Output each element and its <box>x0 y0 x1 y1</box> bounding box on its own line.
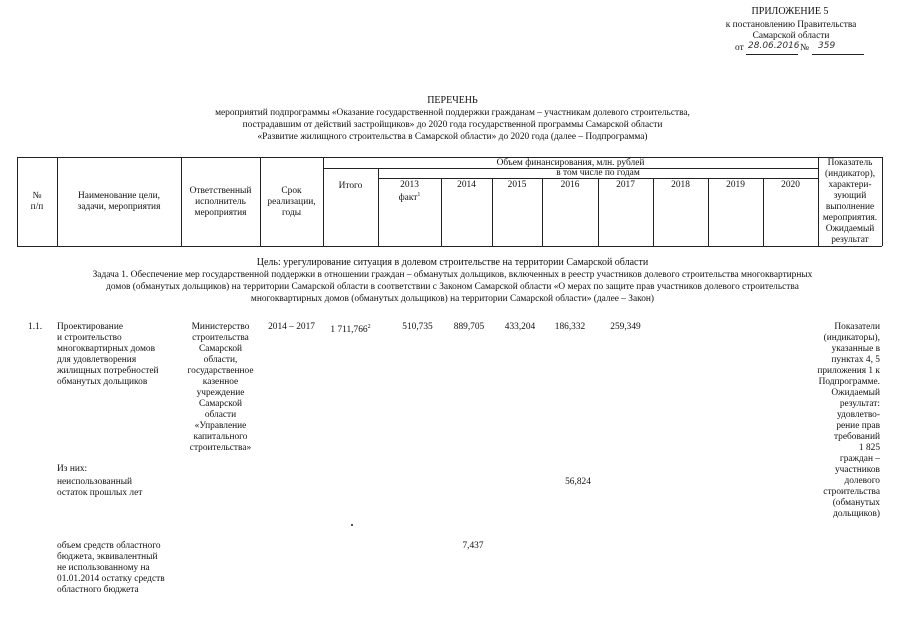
appendix-line1: к постановлению Правительства <box>725 20 857 30</box>
row-num: 1.1. <box>28 322 43 332</box>
handwritten-date: 28.06.2016 <box>748 41 800 51</box>
row-value-2014: 889,705 <box>453 322 485 332</box>
col-year-2016: 2016 <box>560 180 580 190</box>
task-line1: Задача 1. Обеспечение мер государственной поддержки в отношении граждан – обманутых дольщиков, включенных в реестр участников долевого строительства многоквартирных <box>92 270 813 280</box>
scan-speck <box>351 524 353 526</box>
number-underline <box>812 54 864 55</box>
col-total: Итого <box>338 181 363 191</box>
date-underline <box>746 54 798 55</box>
col-year-2019: 2019 <box>726 180 745 190</box>
col-by-years: в том числе по годам <box>556 168 640 178</box>
heading-title: ПЕРЕЧЕНЬ <box>427 95 478 106</box>
col-term-line1: Срок <box>281 186 302 196</box>
col-term-line3: годы <box>281 208 302 218</box>
col-year-2014: 2014 <box>457 180 476 190</box>
appendix-line2: Самарской области <box>752 31 830 41</box>
task-line3: многоквартирных домов (обманутых дольщиков) на территории Самарской области» (далее – Закон) <box>250 294 655 304</box>
appendix-number-prefix: № <box>800 43 809 53</box>
col-indicator-line6: мероприятия. <box>822 213 878 223</box>
col-fact: факт$^1$ <box>398 192 421 204</box>
heading-line3: «Развитие жилищного строительства в Самарской области» до 2020 года (далее – Подпрограмма) <box>257 132 648 142</box>
col-funding: Объем финансирования, млн. рублей <box>496 158 645 168</box>
heading-line1: мероприятий подпрограммы «Оказание государственной поддержки гражданам – участникам долевого строительства, <box>215 108 690 118</box>
row-value-2015: 433,204 <box>504 322 536 332</box>
col-indicator-line3: характери- <box>828 180 872 190</box>
col-name-line1: Наименование цели, <box>78 191 160 201</box>
sub2-value-2014: 7,437 <box>462 541 484 551</box>
row-value-2017: 259,349 <box>610 322 641 332</box>
col-term-line2: реализации, <box>267 197 316 207</box>
row-total: 1 711,766$^2$ <box>330 324 371 336</box>
col-executor-line2: исполнитель <box>195 197 246 207</box>
col-year-2015: 2015 <box>507 180 527 190</box>
row-value-2016: 186,332 <box>554 322 586 332</box>
appendix-title: ПРИЛОЖЕНИЕ 5 <box>751 6 829 17</box>
col-num-line1: № <box>32 191 42 201</box>
col-indicator-line5: выполнение <box>825 202 875 212</box>
handwritten-number: 359 <box>818 41 836 51</box>
heading-line2: пострадавшим от действий застройщиков» до 2020 года государственной программы Самарской области <box>242 120 663 130</box>
col-executor-line1: Ответственный <box>189 186 252 196</box>
col-num-line2: п/п <box>30 202 44 212</box>
col-indicator-line8: результат <box>831 235 869 245</box>
col-year-2013: 2013 <box>400 180 419 190</box>
col-indicator-line4: зующий <box>833 191 867 201</box>
row-term: 2014 – 2017 <box>268 322 315 332</box>
goal-text: Цель: урегулирование ситуация в долевом строительстве на территории Самарской области <box>256 257 649 268</box>
col-year-2020: 2020 <box>781 180 800 190</box>
appendix-date-prefix: от <box>735 43 744 53</box>
col-year-2017: 2017 <box>616 180 635 190</box>
task-line2: домов (обманутых дольщиков) на территории Самарской области в соответствии с Законом Самарской области «О мерах по защите прав участников долевого строительства <box>106 282 799 292</box>
sub1-value-2016: 56,824 <box>565 477 591 487</box>
col-indicator-line2: (индикатор), <box>824 169 876 179</box>
col-name-line2: задачи, мероприятия <box>77 202 161 212</box>
col-indicator-line7: Ожидаемый <box>825 224 875 234</box>
col-year-2018: 2018 <box>671 180 690 190</box>
row-value-2013: 510,735 <box>402 322 433 332</box>
col-executor-line3: мероприятия <box>194 208 247 218</box>
col-indicator-line1: Показатель <box>827 158 873 168</box>
